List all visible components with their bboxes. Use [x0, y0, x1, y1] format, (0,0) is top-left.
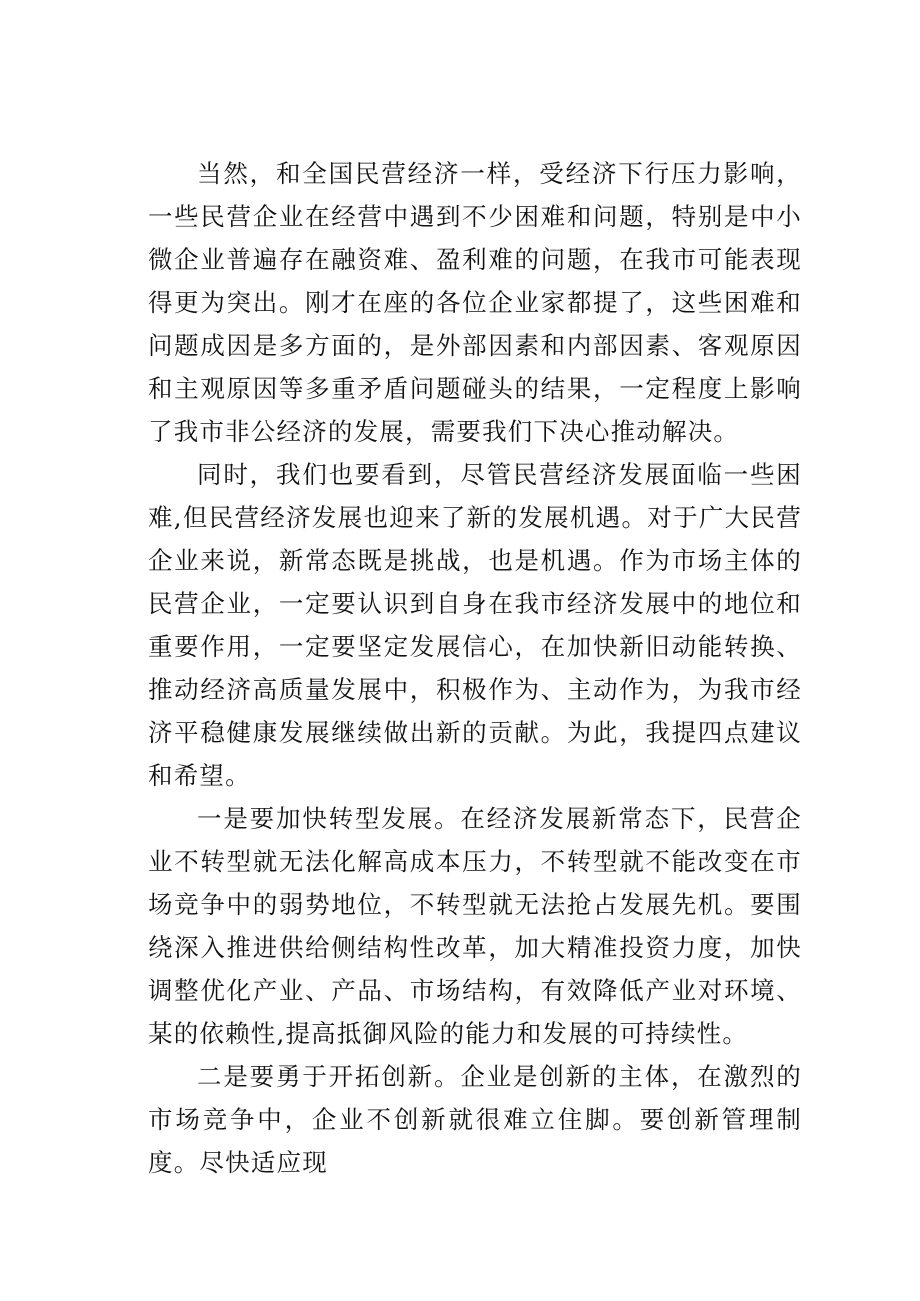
document-body — [148, 152, 802, 1184]
paragraph-3: 一是要加快转型发展。在经济发展新常态下，民营企业不转型就无法化解高成本压力，不转型就不能改变在市场竞争中的弱势地位，不转型就无法抢占发展先机。要围绕深入推进供给侧结构性改革，加大精准投资力度，加快调整优化产业、产品、市场结构，有效降低产业对环境、某的依赖性,提高抵御风险的能力和发展的可持续性。 — [148, 804, 802, 1048]
paragraph-2: 同时，我们也要看到，尽管民营经济发展面临一些困难,但民营经济发展也迎来了新的发展机遇。对于广大民营企业来说，新常态既是挑战，也是机遇。作为市场主体的民营企业，一定要认识到自身在我市经济发展中的地位和重要作用，一定要坚定发展信心，在加快新旧动能转换、推动经济高质量发展中，积极作为、主动作为，为我市经济平稳健康发展继续做出新的贡献。为此，我提四点建议和希望。 — [148, 460, 802, 790]
paragraph-1: 当然，和全国民营经济一样，受经济下行压力影响，一些民营企业在经营中遇到不少困难和问题，特别是中小微企业普遍存在融资难、盈利难的问题，在我市可能表现得更为突出。刚才在座的各位企业家都提了，这些困难和问题成因是多方面的，是外部因素和内部因素、客观原因和主观原因等多重矛盾问题碰头的结果，一定程度上影响了我市非公经济的发展，需要我们下决心推动解决。 — [148, 159, 802, 446]
paragraph-4: 二是要勇于开拓创新。企业是创新的主体，在激烈的市场竞争中，企业不创新就很难立住脚。要创新管理制度。尽快适应现 — [148, 1062, 802, 1177]
